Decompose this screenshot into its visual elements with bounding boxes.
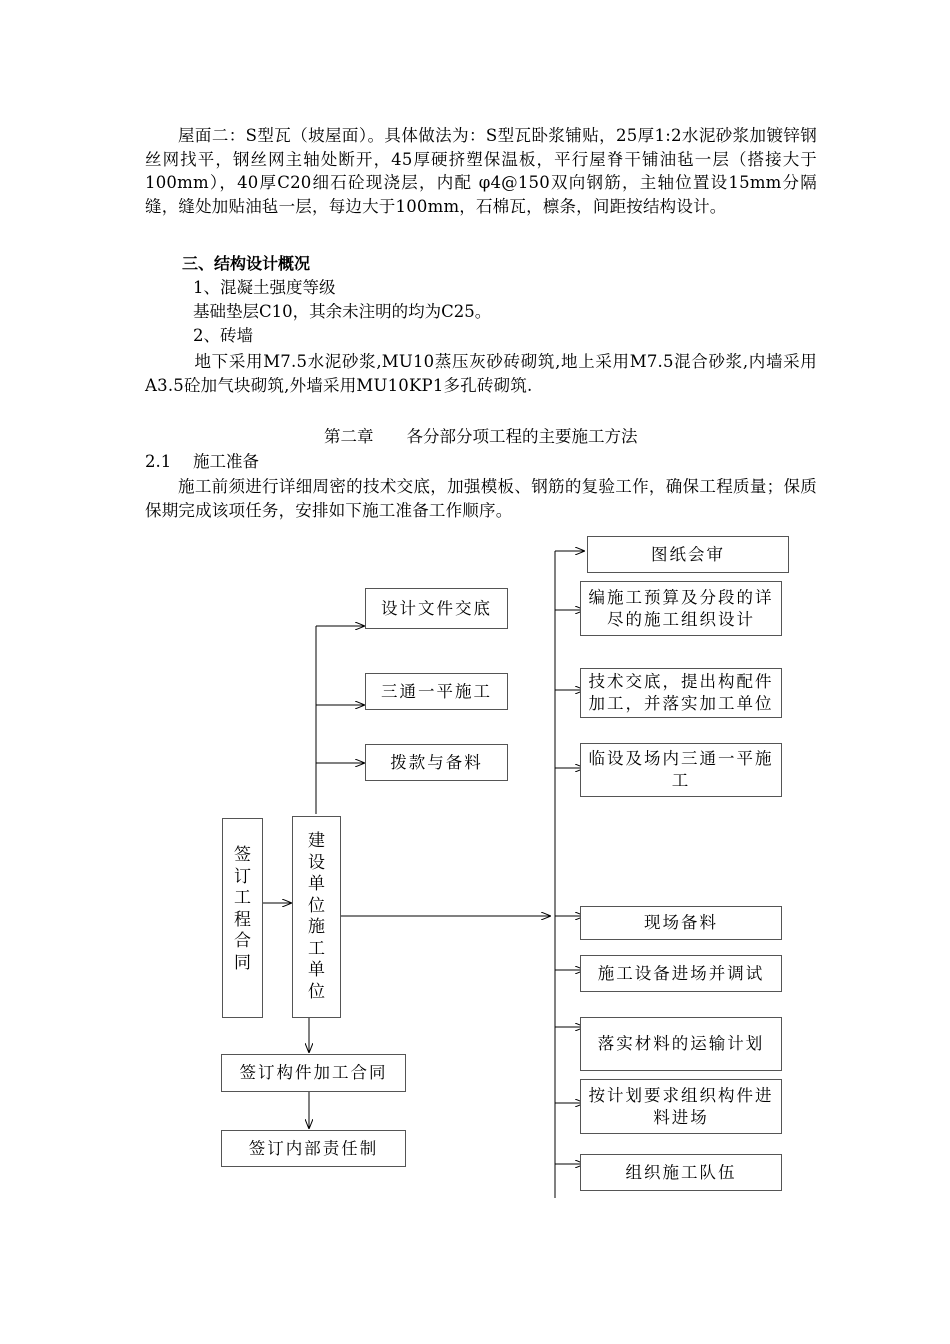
subsection-2-text: 地下采用M7.5水泥砂浆,MU10蒸压灰砂砖砌筑,地上采用M7.5混合砂浆,内墙采用A3.5砼加气块砌筑,外墙采用MU10KP1多孔砖砌筑. xyxy=(145,352,817,395)
task-component-delivery: 按计划要求组织构件进料进场 xyxy=(580,1079,782,1134)
subsection-1-title: 1、混凝土强度等级 xyxy=(193,278,336,297)
section-2-1-title: 施工准备 xyxy=(193,452,259,471)
design-briefing-box: 设计文件交底 xyxy=(365,588,508,629)
chapter-2-title: 第二章 各分部分项工程的主要施工方法 xyxy=(324,427,638,446)
task-technical-briefing: 技术交底，提出构配件加工，并落实加工单位 xyxy=(580,668,782,718)
subsection-2-title: 2、砖墙 xyxy=(193,326,253,345)
task-construction-budget: 编施工预算及分段的详尽的施工组织设计 xyxy=(580,581,782,636)
section-3-heading: 三、结构设计概况 xyxy=(182,254,311,273)
task-site-materials: 现场备料 xyxy=(580,906,782,940)
section-2-1-text: 施工前须进行详细周密的技术交底，加强模板、钢筋的复验工作，确保工程质量；保质保期完成该项任务，安排如下施工准备工作顺序。 xyxy=(145,477,817,520)
site-leveling-box: 三通一平施工 xyxy=(365,673,508,710)
task-drawing-review: 图纸会审 xyxy=(587,536,789,573)
task-transport-plan: 落实材料的运输计划 xyxy=(580,1017,782,1071)
sign-contract-label: 签订工程合同 xyxy=(233,845,251,973)
task-organize-crew: 组织施工队伍 xyxy=(580,1154,782,1191)
task-equipment-setup: 施工设备进场并调试 xyxy=(580,955,782,992)
task-temporary-facilities: 临设及场内三通一平施工 xyxy=(580,743,782,797)
component-contract-box: 签订构件加工合同 xyxy=(221,1054,406,1092)
owner-contractor-label: 建设单位施工单位 xyxy=(307,831,325,1002)
funding-materials-box: 拨款与备料 xyxy=(365,744,508,781)
internal-responsibility-box: 签订内部责任制 xyxy=(221,1130,406,1167)
roof-type-2-paragraph: 屋面二：S型瓦（坡屋面）。具体做法为：S型瓦卧浆铺贴，25厚1:2水泥砂浆加镀锌钢丝网找平，钢丝网主轴处断开，45厚硬挤塑保温板，平行屋脊干铺油毡一层（搭接大于100mm），40厚C20细石砼现浇层，内配 φ4@150双向钢筋，主轴位置设15mm分隔缝，缝处加贴油毡一层，每边大于100mm，石棉瓦，檩条，间距按结构设计。 xyxy=(145,126,817,216)
sign-contract-box xyxy=(222,818,263,1018)
owner-contractor-box xyxy=(292,816,341,1018)
section-2-1-number: 2.1 xyxy=(145,452,172,471)
subsection-1-text: 基础垫层C10，其余未注明的均为C25。 xyxy=(193,302,492,321)
